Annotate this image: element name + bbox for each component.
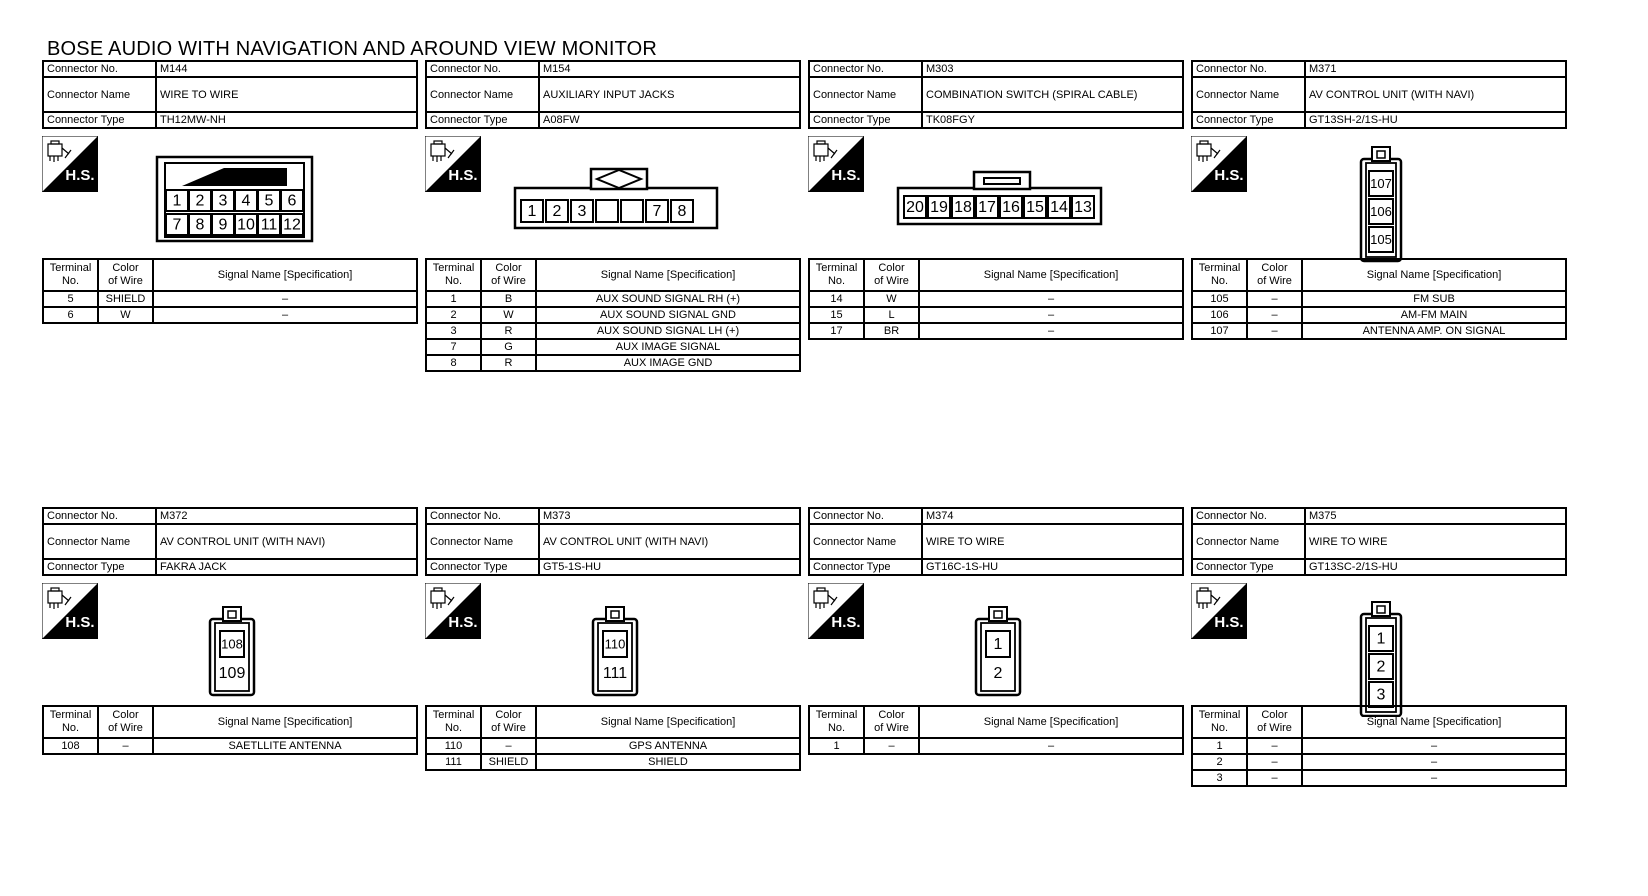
signal-name-cell: AUX SOUND SIGNAL GND <box>536 307 800 323</box>
connector-info-table <box>1191 60 1567 129</box>
pin-label: 13 <box>1074 199 1092 217</box>
table-row <box>1192 307 1566 323</box>
terminal-table-header <box>809 706 1183 738</box>
table-row <box>809 738 1183 754</box>
connector-type-value: TK08FGY <box>922 112 1183 128</box>
terminal-no-cell: 7 <box>426 339 481 355</box>
connector-face-diagram <box>808 577 1184 717</box>
connector-type-row <box>809 559 1183 575</box>
signal-name-cell: SAETLLITE ANTENNA <box>153 738 417 754</box>
connector-no-label: Connector No. <box>43 508 156 524</box>
connector-no-row <box>1192 508 1566 524</box>
signal-name-cell: – <box>1302 754 1566 770</box>
connector-type-row <box>1192 112 1566 128</box>
connector-name-value: COMBINATION SWITCH (SPIRAL CABLE) <box>922 77 1183 112</box>
connector-no-value: M154 <box>539 61 800 77</box>
wire-color-cell: SHIELD <box>481 754 536 770</box>
terminal-table <box>425 258 801 372</box>
connector-no-label: Connector No. <box>43 61 156 77</box>
table-row <box>43 738 417 754</box>
signal-name-cell: SHIELD <box>536 754 800 770</box>
terminal-table-header <box>43 259 417 291</box>
connector-name-label: Connector Name <box>43 77 156 112</box>
connector-block-m372 <box>42 507 418 752</box>
signal-name-cell: – <box>1302 738 1566 754</box>
pin-label: 7 <box>172 216 182 234</box>
wire-color-cell: – <box>1247 754 1302 770</box>
connector-name-row <box>43 77 417 112</box>
connector-type-row <box>426 112 800 128</box>
terminal-no-cell: 2 <box>1192 754 1247 770</box>
connector-name-value: WIRE TO WIRE <box>156 77 417 112</box>
wire-color-cell: – <box>1247 770 1302 786</box>
connector-no-label: Connector No. <box>1192 61 1305 77</box>
connector-type-label: Connector Type <box>809 112 922 128</box>
terminal-no-cell: 111 <box>426 754 481 770</box>
terminal-table-header <box>426 259 800 291</box>
wire-color-cell: G <box>481 339 536 355</box>
connector-face-diagram <box>425 130 801 270</box>
terminal-no-header: Terminal No. <box>809 259 864 291</box>
wire-color-cell: – <box>98 738 153 754</box>
color-of-wire-header: Color of Wire <box>98 706 153 738</box>
signal-name-cell: – <box>919 738 1183 754</box>
terminal-no-cell: 1 <box>809 738 864 754</box>
connector-name-label: Connector Name <box>426 77 539 112</box>
terminal-no-cell: 105 <box>1192 291 1247 307</box>
pin-label: 15 <box>1026 199 1044 217</box>
connector-info-table <box>42 507 418 576</box>
connector-name-value: WIRE TO WIRE <box>1305 524 1566 559</box>
connector-info-table <box>808 60 1184 129</box>
connector-type-row <box>43 112 417 128</box>
signal-name-cell: AUX IMAGE GND <box>536 355 800 371</box>
wire-color-cell: SHIELD <box>98 291 153 307</box>
table-row <box>809 323 1183 339</box>
pin-label: 9 <box>218 216 228 234</box>
connector-no-value: M374 <box>922 508 1183 524</box>
pin-label: 2 <box>552 203 562 221</box>
pin-label: 8 <box>677 203 687 221</box>
color-of-wire-header: Color of Wire <box>98 259 153 291</box>
connector-face-diagram <box>808 130 1184 270</box>
terminal-no-cell: 5 <box>43 291 98 307</box>
pin-label: 3 <box>218 192 228 210</box>
terminal-no-header: Terminal No. <box>1192 259 1247 291</box>
terminal-table-header <box>809 259 1183 291</box>
connector-no-row <box>809 508 1183 524</box>
wire-color-cell: – <box>1247 291 1302 307</box>
connector-type-value: GT13SC-2/1S-HU <box>1305 559 1566 575</box>
connector-type-label: Connector Type <box>1192 559 1305 575</box>
signal-name-header: Signal Name [Specification] <box>153 259 417 291</box>
hs-label: H.S. <box>65 614 95 631</box>
terminal-no-cell: 3 <box>1192 770 1247 786</box>
connector-no-value: M144 <box>156 61 417 77</box>
connector-block-m303 <box>808 60 1184 337</box>
terminal-table <box>1191 258 1567 340</box>
connector-type-row <box>43 559 417 575</box>
pin-label: 111 <box>602 665 628 683</box>
pin-label: 3 <box>1376 686 1386 704</box>
pin-label: 19 <box>930 199 948 217</box>
connector-face-diagram <box>425 577 801 717</box>
wire-color-cell: B <box>481 291 536 307</box>
connector-block-m154 <box>425 60 801 369</box>
pin-label: 3 <box>577 203 587 221</box>
pin-label: 108 <box>221 636 243 652</box>
color-of-wire-header: Color of Wire <box>864 706 919 738</box>
wire-color-cell: R <box>481 323 536 339</box>
table-row <box>1192 770 1566 786</box>
connector-name-row <box>426 77 800 112</box>
connector-name-label: Connector Name <box>1192 77 1305 112</box>
pin-label: 18 <box>954 199 972 217</box>
connector-name-row <box>43 524 417 559</box>
connector-block-m373 <box>425 507 801 768</box>
pin-label: 2 <box>1376 658 1386 676</box>
wire-color-cell: R <box>481 355 536 371</box>
signal-name-cell: FM SUB <box>1302 291 1566 307</box>
terminal-no-cell: 107 <box>1192 323 1247 339</box>
terminal-no-cell: 1 <box>1192 738 1247 754</box>
terminal-table <box>1191 705 1567 787</box>
connector-block-m374 <box>808 507 1184 752</box>
hs-label: H.S. <box>1214 614 1244 631</box>
wire-color-cell: W <box>481 307 536 323</box>
terminal-table <box>808 258 1184 340</box>
connector-block-m371 <box>1191 60 1567 337</box>
pin-label: 105 <box>1370 231 1392 247</box>
terminal-table <box>42 705 418 755</box>
terminal-no-header: Terminal No. <box>426 259 481 291</box>
terminal-no-cell: 15 <box>809 307 864 323</box>
connector-no-value: M373 <box>539 508 800 524</box>
terminal-no-header: Terminal No. <box>809 706 864 738</box>
connector-name-value: WIRE TO WIRE <box>922 524 1183 559</box>
table-row <box>809 291 1183 307</box>
table-row <box>426 323 800 339</box>
terminal-no-cell: 108 <box>43 738 98 754</box>
connector-name-row <box>1192 524 1566 559</box>
connector-type-value: TH12MW-NH <box>156 112 417 128</box>
pin-label: 110 <box>604 636 626 652</box>
terminal-no-cell: 1 <box>426 291 481 307</box>
connector-no-value: M372 <box>156 508 417 524</box>
connector-no-value: M303 <box>922 61 1183 77</box>
connector-no-row <box>809 61 1183 77</box>
signal-name-cell: AM-FM MAIN <box>1302 307 1566 323</box>
pin-label: 20 <box>906 199 924 217</box>
connector-no-value: M375 <box>1305 508 1566 524</box>
connector-name-value: AV CONTROL UNIT (WITH NAVI) <box>156 524 417 559</box>
connector-no-value: M371 <box>1305 61 1566 77</box>
connector-face-diagram <box>42 130 418 270</box>
pin-label: 1 <box>993 636 1003 654</box>
pin-label: 106 <box>1370 203 1392 219</box>
connector-no-row <box>426 508 800 524</box>
connector-name-value: AV CONTROL UNIT (WITH NAVI) <box>1305 77 1566 112</box>
signal-name-header: Signal Name [Specification] <box>536 259 800 291</box>
terminal-table-header <box>43 706 417 738</box>
table-row <box>426 291 800 307</box>
connector-no-row <box>426 61 800 77</box>
connector-type-label: Connector Type <box>1192 112 1305 128</box>
connector-no-row <box>43 508 417 524</box>
connector-block-m375 <box>1191 507 1567 784</box>
terminal-table <box>425 705 801 771</box>
color-of-wire-header: Color of Wire <box>864 259 919 291</box>
terminal-no-cell: 3 <box>426 323 481 339</box>
terminal-no-cell: 6 <box>43 307 98 323</box>
pin-label: 109 <box>218 665 246 683</box>
connector-no-row <box>43 61 417 77</box>
terminal-table-header <box>1192 259 1566 291</box>
signal-name-cell: – <box>919 307 1183 323</box>
connector-name-row <box>809 77 1183 112</box>
terminal-table <box>808 705 1184 755</box>
connector-name-label: Connector Name <box>809 524 922 559</box>
signal-name-cell: AUX SOUND SIGNAL RH (+) <box>536 291 800 307</box>
connector-name-value: AV CONTROL UNIT (WITH NAVI) <box>539 524 800 559</box>
connector-name-label: Connector Name <box>1192 524 1305 559</box>
connector-type-row <box>809 112 1183 128</box>
connector-type-label: Connector Type <box>43 559 156 575</box>
pin-label: 14 <box>1050 199 1068 217</box>
wire-color-cell: BR <box>864 323 919 339</box>
connector-type-label: Connector Type <box>426 112 539 128</box>
signal-name-header: Signal Name [Specification] <box>1302 706 1566 738</box>
pin-label: 7 <box>652 203 662 221</box>
pin-label: 1 <box>1376 630 1386 648</box>
pin-label: 4 <box>241 192 251 210</box>
hs-label: H.S. <box>448 167 478 184</box>
table-row <box>426 754 800 770</box>
connector-type-label: Connector Type <box>43 112 156 128</box>
terminal-no-header: Terminal No. <box>43 259 98 291</box>
connector-block-m144 <box>42 60 418 321</box>
connector-type-value: GT5-1S-HU <box>539 559 800 575</box>
wire-color-cell: – <box>481 738 536 754</box>
connector-face-diagram <box>1191 130 1567 270</box>
connector-type-row <box>1192 559 1566 575</box>
table-row <box>1192 738 1566 754</box>
pin-label: 1 <box>527 203 537 221</box>
connector-type-label: Connector Type <box>426 559 539 575</box>
pin-label: 8 <box>195 216 205 234</box>
table-row <box>426 307 800 323</box>
connector-type-value: GT13SH-2/1S-HU <box>1305 112 1566 128</box>
table-row <box>1192 754 1566 770</box>
connector-no-label: Connector No. <box>426 61 539 77</box>
pin-label: 2 <box>993 665 1003 683</box>
terminal-table-header <box>1192 706 1566 738</box>
wire-color-cell: W <box>864 291 919 307</box>
connector-info-table <box>1191 507 1567 576</box>
signal-name-header: Signal Name [Specification] <box>536 706 800 738</box>
pin-label: 6 <box>287 192 297 210</box>
connector-no-label: Connector No. <box>1192 508 1305 524</box>
connector-name-row <box>809 524 1183 559</box>
signal-name-header: Signal Name [Specification] <box>919 259 1183 291</box>
table-row <box>43 307 417 323</box>
color-of-wire-header: Color of Wire <box>481 259 536 291</box>
signal-name-cell: – <box>153 307 417 323</box>
table-row <box>426 355 800 371</box>
signal-name-cell: ANTENNA AMP. ON SIGNAL <box>1302 323 1566 339</box>
signal-name-cell: AUX IMAGE SIGNAL <box>536 339 800 355</box>
connector-type-label: Connector Type <box>809 559 922 575</box>
pin-label: 16 <box>1002 199 1020 217</box>
pin-label: 10 <box>237 216 255 234</box>
signal-name-header: Signal Name [Specification] <box>153 706 417 738</box>
connector-info-table <box>425 507 801 576</box>
signal-name-cell: – <box>919 291 1183 307</box>
connector-name-label: Connector Name <box>426 524 539 559</box>
hs-label: H.S. <box>831 614 861 631</box>
connector-name-label: Connector Name <box>43 524 156 559</box>
connector-name-value: AUXILIARY INPUT JACKS <box>539 77 800 112</box>
connector-name-row <box>426 524 800 559</box>
connector-name-label: Connector Name <box>809 77 922 112</box>
table-row <box>1192 291 1566 307</box>
connector-face-diagram <box>1191 577 1567 717</box>
table-row <box>809 307 1183 323</box>
table-row <box>1192 323 1566 339</box>
hs-label: H.S. <box>831 167 861 184</box>
pin-label: 107 <box>1370 175 1392 191</box>
signal-name-cell: AUX SOUND SIGNAL LH (+) <box>536 323 800 339</box>
terminal-no-header: Terminal No. <box>1192 706 1247 738</box>
signal-name-cell: – <box>1302 770 1566 786</box>
connector-no-label: Connector No. <box>426 508 539 524</box>
hs-label: H.S. <box>1214 167 1244 184</box>
pin-label: 1 <box>172 192 182 210</box>
terminal-no-cell: 14 <box>809 291 864 307</box>
terminal-no-cell: 8 <box>426 355 481 371</box>
terminal-no-header: Terminal No. <box>43 706 98 738</box>
terminal-table <box>42 258 418 324</box>
pin-label: 12 <box>283 216 301 234</box>
connector-no-label: Connector No. <box>809 61 922 77</box>
connector-no-label: Connector No. <box>809 508 922 524</box>
connector-type-value: A08FW <box>539 112 800 128</box>
hs-label: H.S. <box>65 167 95 184</box>
terminal-no-cell: 106 <box>1192 307 1247 323</box>
connector-info-table <box>425 60 801 129</box>
terminal-no-cell: 17 <box>809 323 864 339</box>
pin-label: 17 <box>978 199 996 217</box>
color-of-wire-header: Color of Wire <box>1247 706 1302 738</box>
table-row <box>43 291 417 307</box>
terminal-no-cell: 110 <box>426 738 481 754</box>
page-title: BOSE AUDIO WITH NAVIGATION AND AROUND VIEW MONITOR <box>47 38 658 60</box>
signal-name-cell: – <box>919 323 1183 339</box>
connector-info-table <box>42 60 418 129</box>
signal-name-cell: GPS ANTENNA <box>536 738 800 754</box>
connector-info-table <box>808 507 1184 576</box>
pin-label: 2 <box>195 192 205 210</box>
signal-name-cell: – <box>153 291 417 307</box>
table-row <box>426 339 800 355</box>
terminal-no-header: Terminal No. <box>426 706 481 738</box>
wire-color-cell: – <box>1247 307 1302 323</box>
connector-no-row <box>1192 61 1566 77</box>
connector-type-value: GT16C-1S-HU <box>922 559 1183 575</box>
connector-face-diagram <box>42 577 418 717</box>
color-of-wire-header: Color of Wire <box>481 706 536 738</box>
hs-label: H.S. <box>448 614 478 631</box>
wire-color-cell: – <box>864 738 919 754</box>
wire-color-cell: – <box>1247 323 1302 339</box>
wire-color-cell: – <box>1247 738 1302 754</box>
connector-type-row <box>426 559 800 575</box>
table-row <box>426 738 800 754</box>
pin-label: 5 <box>264 192 274 210</box>
color-of-wire-header: Color of Wire <box>1247 259 1302 291</box>
signal-name-header: Signal Name [Specification] <box>1302 259 1566 291</box>
terminal-table-header <box>426 706 800 738</box>
terminal-no-cell: 2 <box>426 307 481 323</box>
connector-name-row <box>1192 77 1566 112</box>
connector-type-value: FAKRA JACK <box>156 559 417 575</box>
pin-label: 11 <box>260 216 278 234</box>
wire-color-cell: L <box>864 307 919 323</box>
wire-color-cell: W <box>98 307 153 323</box>
signal-name-header: Signal Name [Specification] <box>919 706 1183 738</box>
